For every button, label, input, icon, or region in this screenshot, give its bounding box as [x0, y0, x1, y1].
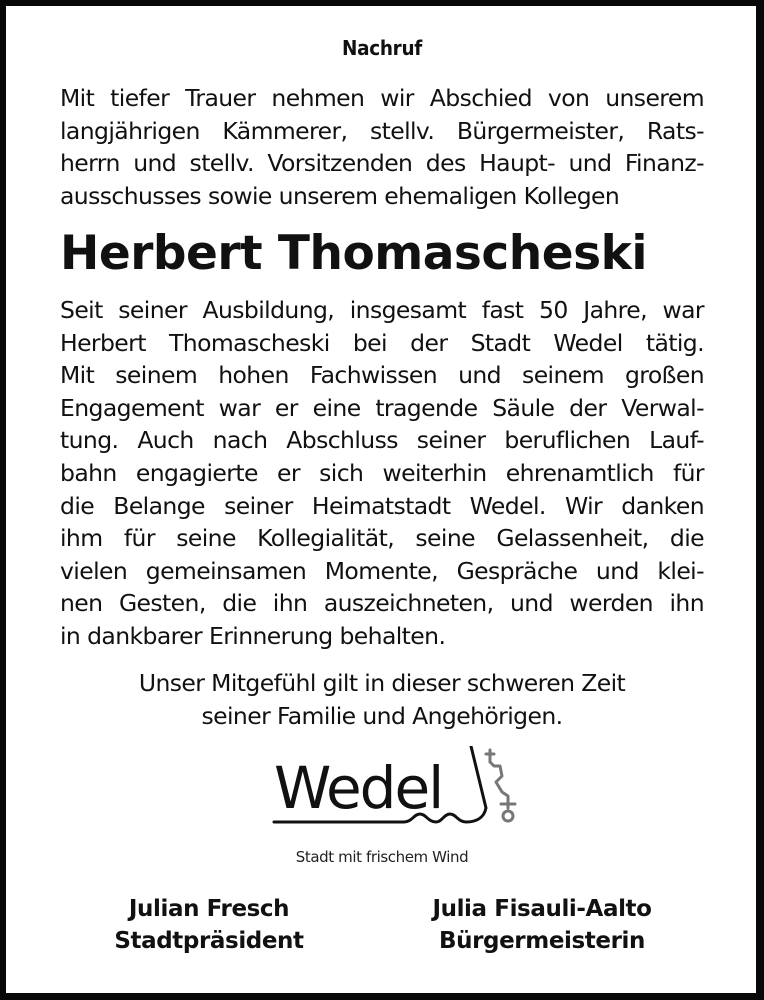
- signature-name: Julian Fresch: [128, 896, 290, 922]
- body-line: ihm für seine Kollegialität, seine Gelassenheit, die: [60, 524, 704, 553]
- wedel-roland-anchor-icon: [486, 750, 515, 821]
- signature-title: Bürgermeisterin: [439, 928, 645, 954]
- body-line: Mit seinem hohen Fachwissen und seinem großen: [60, 361, 704, 390]
- condolence-line: Unser Mitgefühl gilt in dieser schweren Zeit: [138, 669, 626, 697]
- body-line: die Belange seiner Heimatstadt Wedel. Wir danken: [60, 491, 704, 520]
- body-line: bahn engagierte er sich weiterhin ehrenamtlich für: [60, 458, 704, 487]
- body-line: Seit seiner Ausbildung, insgesamt fast 50 Jahre, war: [60, 296, 704, 324]
- body-line: in dankbarer Erinnerung behalten.: [60, 621, 446, 650]
- notice-heading: Nachruf: [341, 36, 423, 60]
- intro-line: herrn und stellv. Vorsitzenden des Haupt- und Finanz-: [60, 149, 704, 178]
- body-line: vielen gemeinsamen Momente, Gespräche und klei-: [60, 556, 704, 585]
- logo-wordmark: Wedel: [274, 754, 443, 822]
- body-line: tung. Auch nach Abschluss seiner beruflichen Lauf-: [60, 426, 704, 455]
- body-line: Engagement war er eine tragende Säule der Verwal-: [60, 393, 704, 422]
- intro-paragraph: [60, 82, 704, 212]
- signature-title: Stadtpräsident: [114, 928, 304, 954]
- signature-name: Julia Fisauli-Aalto: [432, 896, 652, 922]
- condolence-line: seiner Familie und Angehörigen.: [201, 701, 563, 730]
- condolence-text: [0, 667, 764, 732]
- intro-line: Mit tiefer Trauer nehmen wir Abschied von unserem: [60, 84, 704, 112]
- intro-line: langjährigen Kämmerer, stellv. Bürgermeister, Rats-: [60, 116, 704, 145]
- body-line: Herbert Thomascheski bei der Stadt Wedel tätig.: [60, 328, 704, 357]
- signature-stadtpraesident: [106, 893, 312, 957]
- signature-buergermeisterin: [418, 893, 666, 957]
- intro-line: ausschusses sowie unserem ehemaligen Kollegen: [60, 181, 620, 210]
- logo-tagline: Stadt mit frischem Wind: [295, 848, 469, 866]
- deceased-name: Herbert Thomascheski: [60, 226, 647, 281]
- wedel-logo: [272, 746, 522, 826]
- body-paragraph: [60, 294, 704, 653]
- body-line: nen Gesten, die ihn auszeichneten, und werden ihn: [60, 589, 704, 618]
